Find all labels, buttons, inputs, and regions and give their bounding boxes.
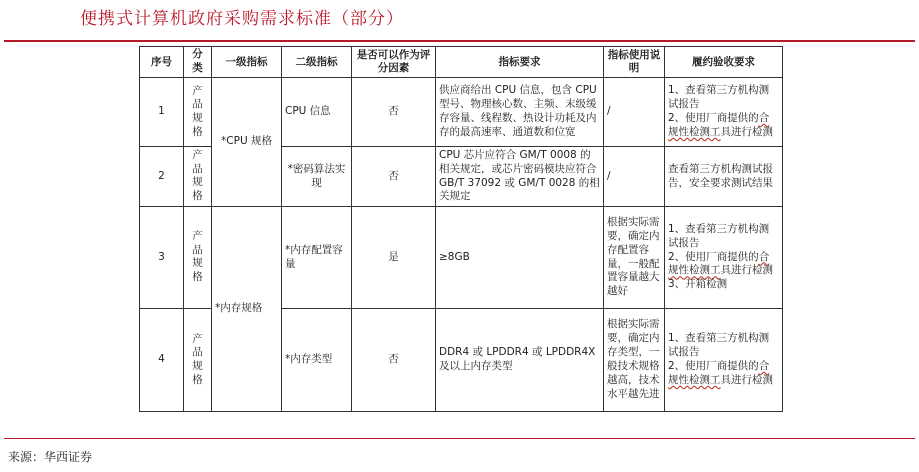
cell-scoring: 否	[352, 309, 436, 412]
cell-category: 产品规格	[184, 78, 212, 147]
cell-requirement: CPU 芯片应符合 GM/T 0008 的相关规定，或芯片密码模块应符合 GB/T 37092 或 GM/T 0028 的相关规定	[436, 147, 604, 207]
cell-requirement: 供应商给出 CPU 信息，包含 CPU 型号、物理核心数、主频、末级缓存容量、线程数、热设计功耗及内存的最高速率、通道数和位宽	[436, 78, 604, 147]
cell-category: 产品规格	[184, 147, 212, 207]
cell-no: 3	[140, 207, 184, 309]
spellcheck-underline: 合规性检测工	[668, 112, 770, 138]
header-usage: 指标使用说明	[604, 47, 665, 78]
header-no: 序号	[140, 47, 184, 78]
cell-requirement: DDR4 或 LPDDR4 或 LPDDR4X 及以上内存类型	[436, 309, 604, 412]
acceptance-line: 1、查看第三方机构测试报告	[668, 84, 770, 111]
acceptance-line: 2、使用厂商提供的合规性检测工具进行检测	[668, 360, 773, 386]
document-title: 便携式计算机政府采购需求标准（部分）	[80, 9, 404, 29]
cell-level2: *内存配置容量	[282, 207, 352, 309]
acceptance-line: 2、使用厂商提供的合规性检测工具进行检测	[668, 250, 773, 277]
cell-level2: *内存类型	[282, 309, 352, 412]
cell-category: 产品规格	[184, 309, 212, 412]
spellcheck-underline: 合规性检测工	[668, 250, 770, 277]
cell-usage: /	[604, 78, 665, 147]
cell-usage: /	[604, 147, 665, 207]
cell-acceptance	[665, 207, 783, 309]
cell-acceptance	[665, 309, 783, 412]
acceptance-line: 1、查看第三方机构测试报告	[668, 332, 770, 359]
spellcheck-underline: 合规性检测工	[668, 360, 770, 386]
acceptance-line: 2、使用厂商提供的合规性检测工具进行检测	[668, 112, 773, 138]
header-requirement: 指标要求	[436, 47, 604, 78]
cell-scoring: 否	[352, 147, 436, 207]
cell-level2: *密码算法实现	[282, 147, 352, 207]
cell-acceptance	[665, 78, 783, 147]
header-level2: 二级指标	[282, 47, 352, 78]
acceptance-line: 3、开箱检测	[668, 278, 728, 291]
source-note: 来源：华西证券	[8, 450, 93, 464]
cell-scoring: 否	[352, 78, 436, 147]
header-category: 分类	[184, 47, 212, 78]
cell-usage: 根据实际需要，确定内存配置容量，一般配置容量越大越好	[604, 207, 665, 309]
header-scoring: 是否可以作为评分因素	[352, 47, 436, 78]
cell-requirement: ≥8GB	[436, 207, 604, 309]
bottom-divider	[4, 438, 915, 439]
cell-category: 产品规格	[184, 207, 212, 309]
spec-table	[139, 46, 783, 412]
cell-no: 2	[140, 147, 184, 207]
acceptance-line: 1、查看第三方机构测试报告	[668, 222, 770, 249]
header-level1: 一级指标	[212, 47, 282, 78]
cell-no: 4	[140, 309, 184, 412]
cell-acceptance: 查看第三方机构测试报告，安全要求测试结果	[665, 147, 783, 207]
cell-level1: *内存规格	[212, 207, 282, 412]
header-acceptance: 履约验收要求	[665, 47, 783, 78]
cell-level1: *CPU 规格	[212, 78, 282, 207]
cell-no: 1	[140, 78, 184, 147]
table-header-row	[140, 47, 783, 78]
top-divider	[4, 40, 915, 42]
cell-level2: CPU 信息	[282, 78, 352, 147]
table-row	[140, 78, 783, 147]
cell-scoring: 是	[352, 207, 436, 309]
table-row	[140, 207, 783, 309]
cell-usage: 根据实际需要，确定内存类型，一般技术规格越高，技术水平越先进	[604, 309, 665, 412]
